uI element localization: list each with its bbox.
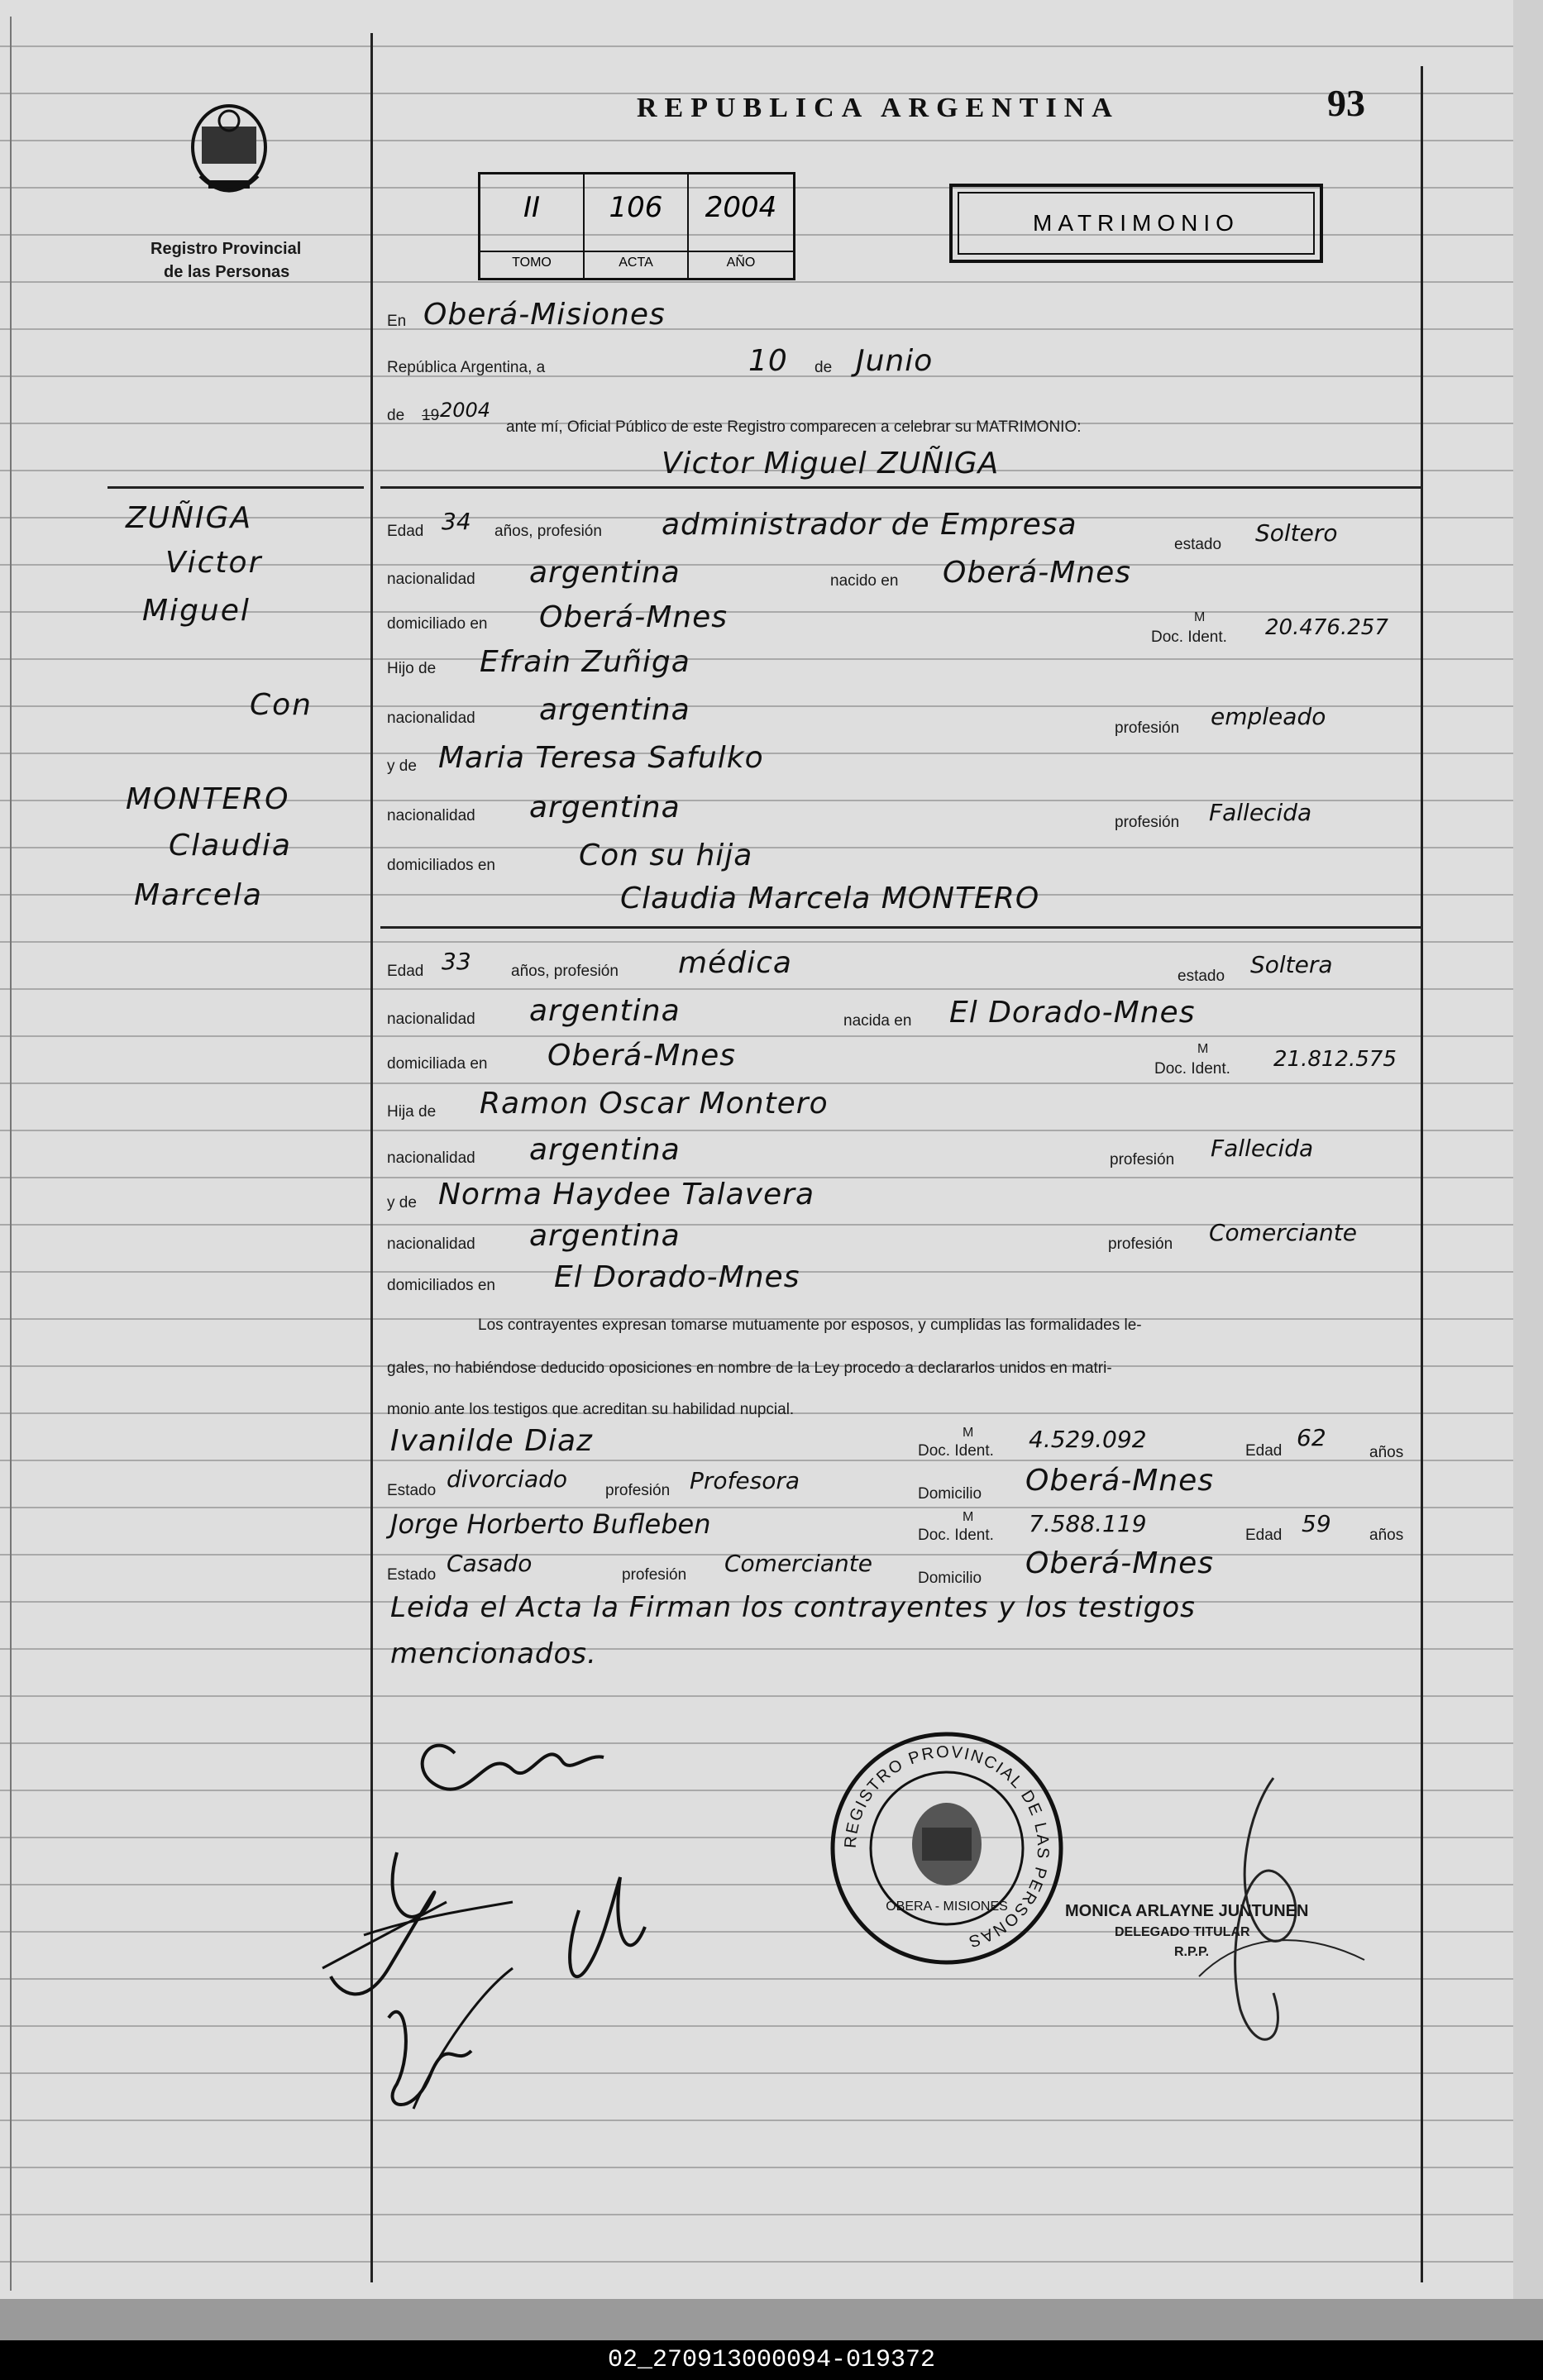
groom-father-nationality: argentina [539, 693, 690, 727]
groom-father-profession: empleado [1211, 703, 1326, 730]
groom-section-rule [380, 486, 1421, 489]
acta-value: 106 [609, 191, 663, 224]
witness1-edad-label: Edad [1245, 1442, 1283, 1460]
witness1-doc: 4.529.092 [1029, 1426, 1147, 1453]
acta-label: ACTA [585, 251, 687, 270]
groom-mother-nat-label: nacionalidad [387, 807, 475, 824]
bride-father: Ramon Oscar Montero [480, 1087, 829, 1121]
bride-profession: médica [678, 946, 792, 980]
en-label: En [387, 313, 407, 330]
declaration-line-3: monio ante los testigos que acreditan su habilidad nupcial. [387, 1401, 795, 1418]
year-prefix-label: de [387, 407, 405, 424]
closing-line-1: Leida el Acta la Firman los contrayentes y los testigos [390, 1591, 1196, 1624]
bride-mother-nat-label: nacionalidad [387, 1235, 475, 1253]
handwritten-signatures [314, 1720, 777, 2183]
witness2-doc-label: Doc. Ident. [918, 1527, 994, 1544]
witness2-profesion-label: profesión [622, 1566, 687, 1584]
groom-nacionalidad-label: nacionalidad [387, 571, 475, 588]
witness2-estado-label: Estado [387, 1566, 437, 1584]
bride-doc-label: Doc. Ident. [1154, 1060, 1230, 1078]
bride-father-nationality: argentina [529, 1133, 681, 1167]
witness1-domicilio-label: Domicilio [918, 1485, 982, 1503]
groom-birthplace: Oberá-Mnes [943, 556, 1131, 590]
margin-name-groom-1: Victor [165, 546, 263, 580]
witness2-name: Jorge Horberto Bufleben [390, 1508, 711, 1540]
ano-value: 2004 [705, 191, 777, 224]
groom-nacido-label: nacido en [830, 572, 899, 590]
witness1-name: Ivanilde Diaz [390, 1424, 593, 1458]
tomo-value: II [523, 191, 541, 224]
witness1-domicile: Oberá-Mnes [1025, 1464, 1214, 1498]
bride-domicilio-label: domiciliada en [387, 1055, 488, 1073]
bride-doc: 21.812.575 [1273, 1047, 1397, 1072]
bride-mother-nationality: argentina [529, 1219, 681, 1253]
witness1-doc-label: Doc. Ident. [918, 1442, 994, 1460]
groom-mother-prof-label: profesión [1115, 814, 1180, 831]
margin-name-bride-1: Claudia [169, 829, 292, 863]
groom-full-name: Victor Miguel ZUÑIGA [662, 447, 1000, 480]
groom-parents-domicile: Con su hija [579, 839, 753, 872]
bride-father-nat-label: nacionalidad [387, 1149, 475, 1167]
groom-age: 34 [442, 508, 471, 535]
bride-father-prof-label: profesión [1110, 1151, 1175, 1168]
place-value: Oberá-Misiones [423, 298, 666, 332]
witness1-estado: divorciado [447, 1465, 568, 1493]
groom-profession: administrador de Empresa [662, 508, 1077, 542]
registry-name-line1: Registro Provincial [150, 240, 302, 258]
bride-parents-dom-label: domiciliados en [387, 1277, 495, 1294]
witness2-doc: 7.588.119 [1029, 1510, 1147, 1537]
margin-surname-groom: ZUÑIGA [126, 501, 253, 535]
margin-name-groom-2: Miguel [142, 594, 251, 628]
bride-age: 33 [442, 948, 471, 975]
bride-hija-label: Hija de [387, 1103, 437, 1121]
witness2-doc-sup: M [963, 1510, 974, 1524]
declaration-line-2: gales, no habiéndose deducido oposiciones en nombre de la Ley procedo a declararlos unidos en matri- [387, 1360, 1112, 1377]
groom-domicilio-label: domiciliado en [387, 615, 488, 633]
witness2-estado: Casado [447, 1550, 533, 1577]
official-seal-stamp [827, 1728, 1067, 1968]
declaration-line-1: Los contrayentes expresan tomarse mutuamente por esposos, y cumplidas las formalidades le- [478, 1317, 1142, 1334]
witness2-edad-label: Edad [1245, 1527, 1283, 1544]
coat-of-arms-icon [184, 98, 275, 213]
witness2-profession: Comerciante [724, 1550, 872, 1577]
book-bottom-edge [0, 2299, 1543, 2340]
folio-number: 93 [1327, 82, 1365, 124]
year-value: 2004 [440, 399, 491, 422]
bride-nationality: argentina [529, 994, 681, 1028]
seal-ring-text: REGISTRO PROVINCIAL DE LAS PERSONAS [841, 1742, 1053, 1951]
groom-doc-label: Doc. Ident. [1151, 628, 1227, 646]
groom-nationality: argentina [529, 556, 681, 590]
bride-estado: Soltera [1250, 951, 1333, 978]
book-edge [1513, 0, 1543, 2315]
groom-profesion-label: años, profesión [494, 523, 602, 540]
bride-nacionalidad-label: nacionalidad [387, 1011, 475, 1028]
groom-domicile: Oberá-Mnes [539, 600, 728, 634]
officer-name: MONICA ARLAYNE JUNTUNEN [1065, 1902, 1309, 1920]
witness2-domicilio-label: Domicilio [918, 1570, 982, 1587]
bride-parents-domicile: El Dorado-Mnes [554, 1260, 800, 1294]
margin-con: Con [250, 688, 313, 722]
image-caption: 02_270913000094-019372 [0, 2340, 1543, 2380]
registry-name-line2: de las Personas [164, 263, 290, 281]
country-title: REPUBLICA ARGENTINA [637, 93, 1120, 123]
bride-mother-prof-label: profesión [1108, 1235, 1173, 1253]
bride-domicile: Oberá-Mnes [547, 1039, 736, 1073]
bride-doc-sup: M [1197, 1042, 1209, 1056]
bride-nacida-label: nacida en [843, 1012, 912, 1030]
groom-father: Efrain Zuñiga [480, 645, 690, 679]
record-type-label: MATRIMONIO [958, 192, 1315, 255]
intro-text: ante mí, Oficial Público de este Registro comparecen a celebrar su MATRIMONIO: [506, 418, 1082, 436]
witness1-doc-sup: M [963, 1426, 974, 1440]
bride-yde-label: y de [387, 1194, 417, 1212]
bride-mother: Norma Haydee Talavera [438, 1178, 815, 1212]
closing-line-2: mencionados. [390, 1637, 597, 1670]
groom-father-nat-label: nacionalidad [387, 710, 475, 727]
witness2-domicile: Oberá-Mnes [1025, 1546, 1214, 1580]
bride-birthplace: El Dorado-Mnes [949, 996, 1196, 1030]
bride-estado-label: estado [1178, 968, 1225, 985]
day-value: 10 [748, 344, 788, 378]
bride-profesion-label: años, profesión [511, 963, 619, 980]
witness1-estado-label: Estado [387, 1482, 437, 1499]
groom-edad-label: Edad [387, 523, 424, 540]
groom-father-prof-label: profesión [1115, 719, 1180, 737]
witness1-profession: Profesora [690, 1467, 800, 1494]
groom-yde-label: y de [387, 757, 417, 775]
record-reference-table [478, 172, 795, 280]
groom-estado-label: estado [1174, 536, 1222, 553]
groom-mother-nationality: argentina [529, 791, 681, 824]
margin-rule-top [107, 486, 364, 489]
de-label: de [814, 359, 833, 376]
tomo-label: TOMO [480, 251, 583, 270]
witness2-age: 59 [1302, 1510, 1331, 1537]
groom-parents-dom-label: domiciliados en [387, 857, 495, 874]
bride-section-rule [380, 926, 1421, 929]
republica-label: República Argentina, a [387, 359, 546, 376]
outer-left-rule [10, 17, 12, 2291]
margin-name-bride-2: Marcela [134, 878, 263, 912]
groom-hijo-label: Hijo de [387, 660, 437, 677]
witness1-age: 62 [1297, 1424, 1326, 1451]
groom-estado: Soltero [1255, 519, 1338, 547]
year-struck: 19 [422, 407, 440, 424]
groom-mother: Maria Teresa Safulko [438, 741, 764, 775]
record-type-box [949, 184, 1323, 263]
seal-bottom-text: OBERA - MISIONES [886, 1900, 1008, 1914]
bride-edad-label: Edad [387, 963, 424, 980]
margin-surname-bride: MONTERO [126, 782, 290, 816]
bride-mother-profession: Comerciante [1209, 1219, 1357, 1246]
tomo-cell [480, 174, 585, 278]
officer-title: DELEGADO TITULAR [1115, 1925, 1250, 1939]
month-value: Junio [856, 344, 934, 378]
witness2-anos-label: años [1369, 1527, 1404, 1544]
bride-full-name: Claudia Marcela MONTERO [620, 882, 1040, 915]
witness1-anos-label: años [1369, 1444, 1404, 1461]
ano-label: AÑO [689, 251, 793, 270]
officer-org: R.P.P. [1174, 1945, 1210, 1959]
right-margin-rule [1421, 66, 1423, 2282]
bride-father-profession: Fallecida [1211, 1135, 1314, 1162]
acta-cell [585, 174, 689, 278]
ano-cell [689, 174, 793, 278]
groom-doc-sup: M [1194, 610, 1206, 624]
witness1-profesion-label: profesión [605, 1482, 671, 1499]
groom-doc: 20.476.257 [1265, 615, 1388, 640]
groom-mother-profession: Fallecida [1209, 799, 1312, 826]
